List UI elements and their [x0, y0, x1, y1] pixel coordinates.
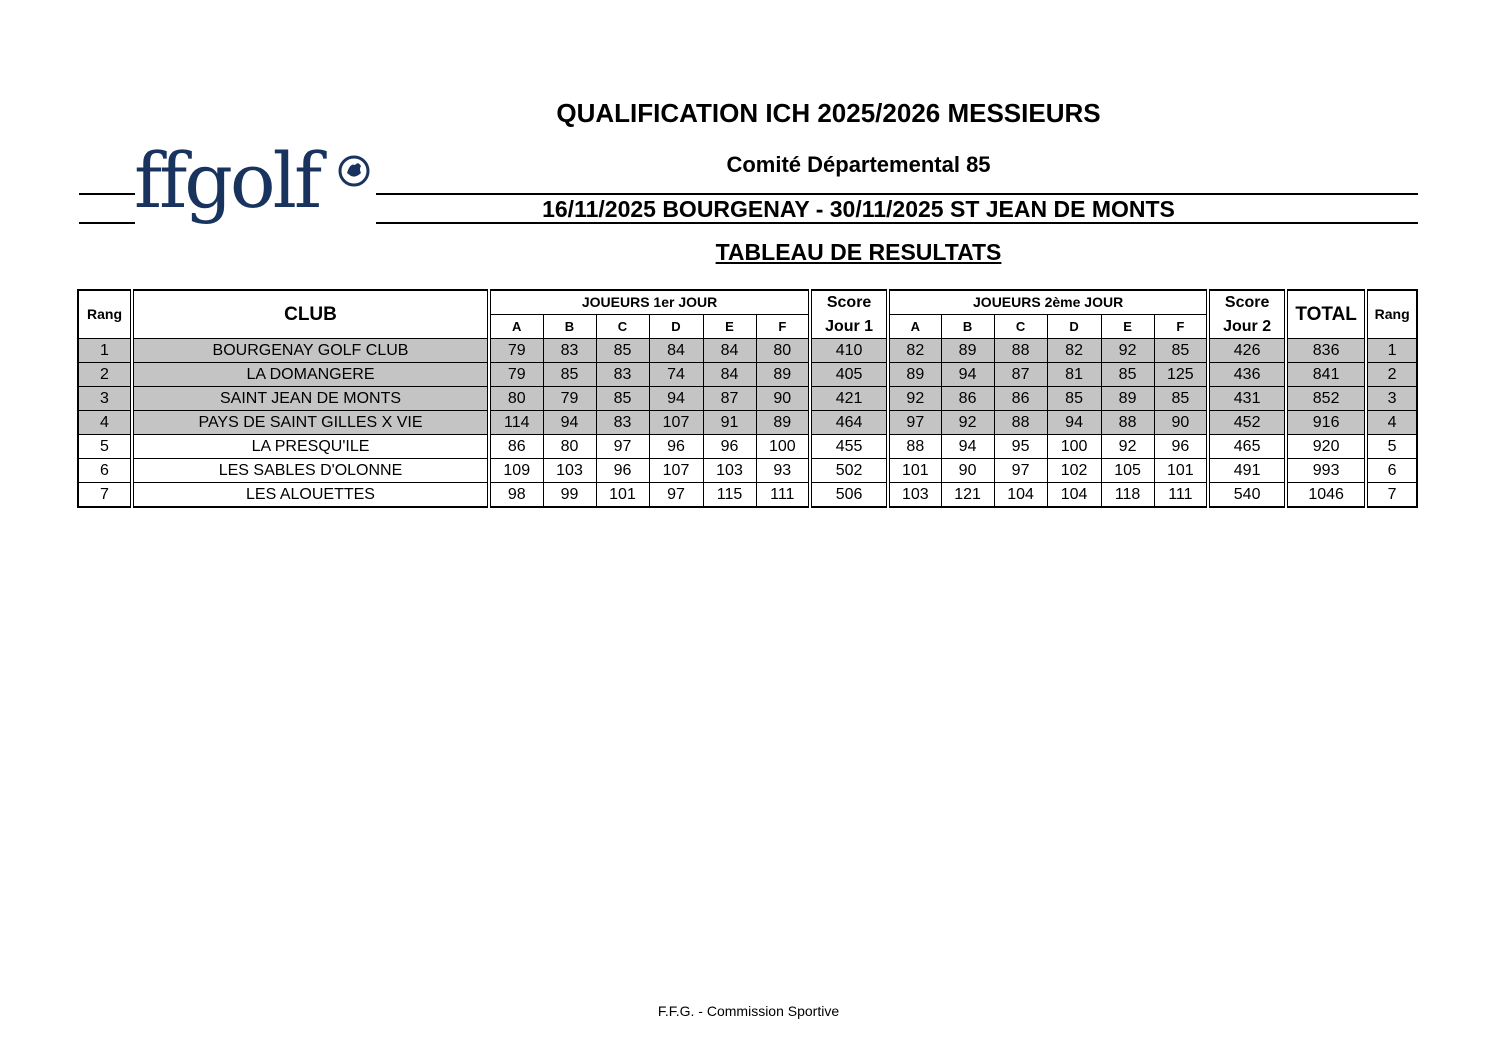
final-rank-cell: 6	[1366, 458, 1417, 482]
day2-player-score: 97	[888, 410, 941, 434]
day1-player-score: 86	[489, 434, 543, 458]
score-day1-cell: 421	[810, 386, 888, 410]
header-total: TOTAL	[1286, 290, 1366, 338]
day2-player-score: 104	[1047, 482, 1101, 507]
results-body	[78, 338, 1417, 507]
rule-bottom-left	[79, 222, 135, 224]
total-cell: 1046	[1286, 482, 1366, 507]
header-letter: D	[649, 315, 703, 339]
day2-player-score: 88	[994, 338, 1047, 362]
final-rank-cell: 4	[1366, 410, 1417, 434]
day1-player-score: 90	[756, 386, 810, 410]
day1-player-score: 83	[543, 338, 596, 362]
day1-player-score: 98	[489, 482, 543, 507]
day2-player-score: 96	[1154, 434, 1208, 458]
total-cell: 836	[1286, 338, 1366, 362]
header-letter: E	[1101, 315, 1154, 339]
day2-player-score: 85	[1101, 362, 1154, 386]
day1-player-score: 79	[543, 386, 596, 410]
club-name-cell: LA DOMANGERE	[132, 362, 489, 386]
total-cell: 852	[1286, 386, 1366, 410]
header-letter: C	[994, 315, 1047, 339]
day2-player-score: 85	[1047, 386, 1101, 410]
header-letter: B	[941, 315, 994, 339]
header-score2: Score	[1208, 290, 1286, 315]
day2-player-score: 97	[994, 458, 1047, 482]
table-row	[78, 410, 1417, 434]
day1-player-score: 107	[649, 458, 703, 482]
score-day2-cell: 540	[1208, 482, 1286, 507]
day2-player-score: 92	[1101, 434, 1154, 458]
day2-player-score: 88	[994, 410, 1047, 434]
day1-player-score: 89	[756, 410, 810, 434]
final-rank-cell: 2	[1366, 362, 1417, 386]
rooster-icon	[338, 155, 370, 187]
day1-player-score: 93	[756, 458, 810, 482]
final-rank-cell: 5	[1366, 434, 1417, 458]
header-score1: Score	[810, 290, 888, 315]
day1-player-score: 80	[543, 434, 596, 458]
day1-player-score: 91	[703, 410, 756, 434]
final-rank-cell: 3	[1366, 386, 1417, 410]
header-letter: B	[543, 315, 596, 339]
day1-player-score: 79	[489, 362, 543, 386]
rule-bottom-right	[376, 222, 1418, 224]
header-rang-final: Rang	[1366, 290, 1417, 338]
header-rang: Rang	[78, 290, 132, 338]
table-row	[78, 338, 1417, 362]
score-day1-cell: 455	[810, 434, 888, 458]
rank-cell: 5	[78, 434, 132, 458]
rule-top-left	[79, 193, 135, 195]
rank-cell: 3	[78, 386, 132, 410]
day1-player-score: 84	[703, 362, 756, 386]
day2-player-score: 86	[941, 386, 994, 410]
day1-player-score: 83	[596, 410, 649, 434]
day2-player-score: 101	[888, 458, 941, 482]
day2-player-score: 101	[1154, 458, 1208, 482]
rule-top-right	[376, 193, 1418, 195]
club-name-cell: LES SABLES D'OLONNE	[132, 458, 489, 482]
day1-player-score: 101	[596, 482, 649, 507]
day2-player-score: 85	[1154, 338, 1208, 362]
rank-cell: 6	[78, 458, 132, 482]
score-day2-cell: 436	[1208, 362, 1286, 386]
day2-player-score: 92	[941, 410, 994, 434]
day1-player-score: 84	[703, 338, 756, 362]
day1-player-score: 96	[596, 458, 649, 482]
day2-player-score: 88	[888, 434, 941, 458]
total-cell: 920	[1286, 434, 1366, 458]
rank-cell: 4	[78, 410, 132, 434]
day1-player-score: 107	[649, 410, 703, 434]
header-letter: A	[489, 315, 543, 339]
final-rank-cell: 7	[1366, 482, 1417, 507]
score-day2-cell: 491	[1208, 458, 1286, 482]
day2-player-score: 89	[941, 338, 994, 362]
day1-player-score: 80	[756, 338, 810, 362]
day2-player-score: 88	[1101, 410, 1154, 434]
day1-player-score: 74	[649, 362, 703, 386]
score-day1-cell: 405	[810, 362, 888, 386]
header-letter: C	[596, 315, 649, 339]
day2-player-score: 118	[1101, 482, 1154, 507]
day2-player-score: 121	[941, 482, 994, 507]
day1-player-score: 83	[596, 362, 649, 386]
day2-player-score: 94	[1047, 410, 1101, 434]
total-cell: 993	[1286, 458, 1366, 482]
day1-player-score: 115	[703, 482, 756, 507]
header-letter: E	[703, 315, 756, 339]
day2-player-score: 105	[1101, 458, 1154, 482]
club-name-cell: PAYS DE SAINT GILLES X VIE	[132, 410, 489, 434]
committee-subtitle: Comité Départemental 85	[726, 152, 991, 177]
table-row	[78, 458, 1417, 482]
day1-player-score: 85	[596, 386, 649, 410]
total-cell: 916	[1286, 410, 1366, 434]
ffgolf-logo	[132, 136, 378, 253]
day2-player-score: 90	[941, 458, 994, 482]
header-letter: F	[1154, 315, 1208, 339]
score-day2-cell: 431	[1208, 386, 1286, 410]
day2-player-score: 92	[888, 386, 941, 410]
day1-player-score: 103	[543, 458, 596, 482]
score-day1-cell: 410	[810, 338, 888, 362]
results-table	[77, 289, 1418, 508]
day2-player-score: 94	[941, 434, 994, 458]
day2-player-score: 89	[888, 362, 941, 386]
day2-player-score: 81	[1047, 362, 1101, 386]
rank-cell: 2	[78, 362, 132, 386]
day2-player-score: 87	[994, 362, 1047, 386]
day1-player-score: 89	[756, 362, 810, 386]
header-day2-group: JOUEURS 2ème JOUR	[888, 290, 1208, 315]
table-row	[78, 434, 1417, 458]
day1-player-score: 97	[596, 434, 649, 458]
page-title: QUALIFICATION ICH 2025/2026 MESSIEURS	[556, 98, 1101, 128]
table-row	[78, 386, 1417, 410]
rank-cell: 7	[78, 482, 132, 507]
table-row	[78, 362, 1417, 386]
day1-player-score: 103	[703, 458, 756, 482]
day2-player-score: 111	[1154, 482, 1208, 507]
day1-player-score: 87	[703, 386, 756, 410]
rank-cell: 1	[78, 338, 132, 362]
header-letter: D	[1047, 315, 1101, 339]
table-heading: TABLEAU DE RESULTATS	[715, 239, 1002, 265]
page-footer: F.F.G. - Commission Sportive	[657, 1003, 840, 1019]
header-score1-day: Jour 1	[810, 315, 888, 339]
score-day2-cell: 465	[1208, 434, 1286, 458]
table-header-row-1	[78, 290, 1417, 315]
day1-player-score: 96	[649, 434, 703, 458]
day1-player-score: 99	[543, 482, 596, 507]
day1-player-score: 109	[489, 458, 543, 482]
club-name-cell: LES ALOUETTES	[132, 482, 489, 507]
day1-player-score: 85	[543, 362, 596, 386]
day1-player-score: 84	[649, 338, 703, 362]
day2-player-score: 92	[1101, 338, 1154, 362]
day2-player-score: 94	[941, 362, 994, 386]
day1-player-score: 97	[649, 482, 703, 507]
day2-player-score: 104	[994, 482, 1047, 507]
event-dates: 16/11/2025 BOURGENAY - 30/11/2025 ST JEAN DE MONTS	[542, 196, 1175, 222]
day1-player-score: 114	[489, 410, 543, 434]
header-club: CLUB	[132, 290, 489, 338]
score-day1-cell: 464	[810, 410, 888, 434]
day2-player-score: 95	[994, 434, 1047, 458]
day2-player-score: 82	[1047, 338, 1101, 362]
logo-wordmark: ffgolf	[134, 136, 320, 225]
club-name-cell: SAINT JEAN DE MONTS	[132, 386, 489, 410]
score-day1-cell: 506	[810, 482, 888, 507]
final-rank-cell: 1	[1366, 338, 1417, 362]
day2-player-score: 125	[1154, 362, 1208, 386]
day2-player-score: 82	[888, 338, 941, 362]
day1-player-score: 85	[596, 338, 649, 362]
day1-player-score: 100	[756, 434, 810, 458]
day2-player-score: 103	[888, 482, 941, 507]
header-letter: A	[888, 315, 941, 339]
day1-player-score: 79	[489, 338, 543, 362]
total-cell: 841	[1286, 362, 1366, 386]
day2-player-score: 102	[1047, 458, 1101, 482]
score-day2-cell: 452	[1208, 410, 1286, 434]
score-day2-cell: 426	[1208, 338, 1286, 362]
day1-player-score: 80	[489, 386, 543, 410]
day2-player-score: 85	[1154, 386, 1208, 410]
score-day1-cell: 502	[810, 458, 888, 482]
table-row	[78, 482, 1417, 507]
club-name-cell: BOURGENAY GOLF CLUB	[132, 338, 489, 362]
day1-player-score: 96	[703, 434, 756, 458]
club-name-cell: LA PRESQU'ILE	[132, 434, 489, 458]
day2-player-score: 100	[1047, 434, 1101, 458]
day1-player-score: 111	[756, 482, 810, 507]
day1-player-score: 94	[543, 410, 596, 434]
header-score2-day: Jour 2	[1208, 315, 1286, 339]
header-letter: F	[756, 315, 810, 339]
day2-player-score: 90	[1154, 410, 1208, 434]
header-day1-group: JOUEURS 1er JOUR	[489, 290, 810, 315]
day2-player-score: 89	[1101, 386, 1154, 410]
day2-player-score: 86	[994, 386, 1047, 410]
day1-player-score: 94	[649, 386, 703, 410]
